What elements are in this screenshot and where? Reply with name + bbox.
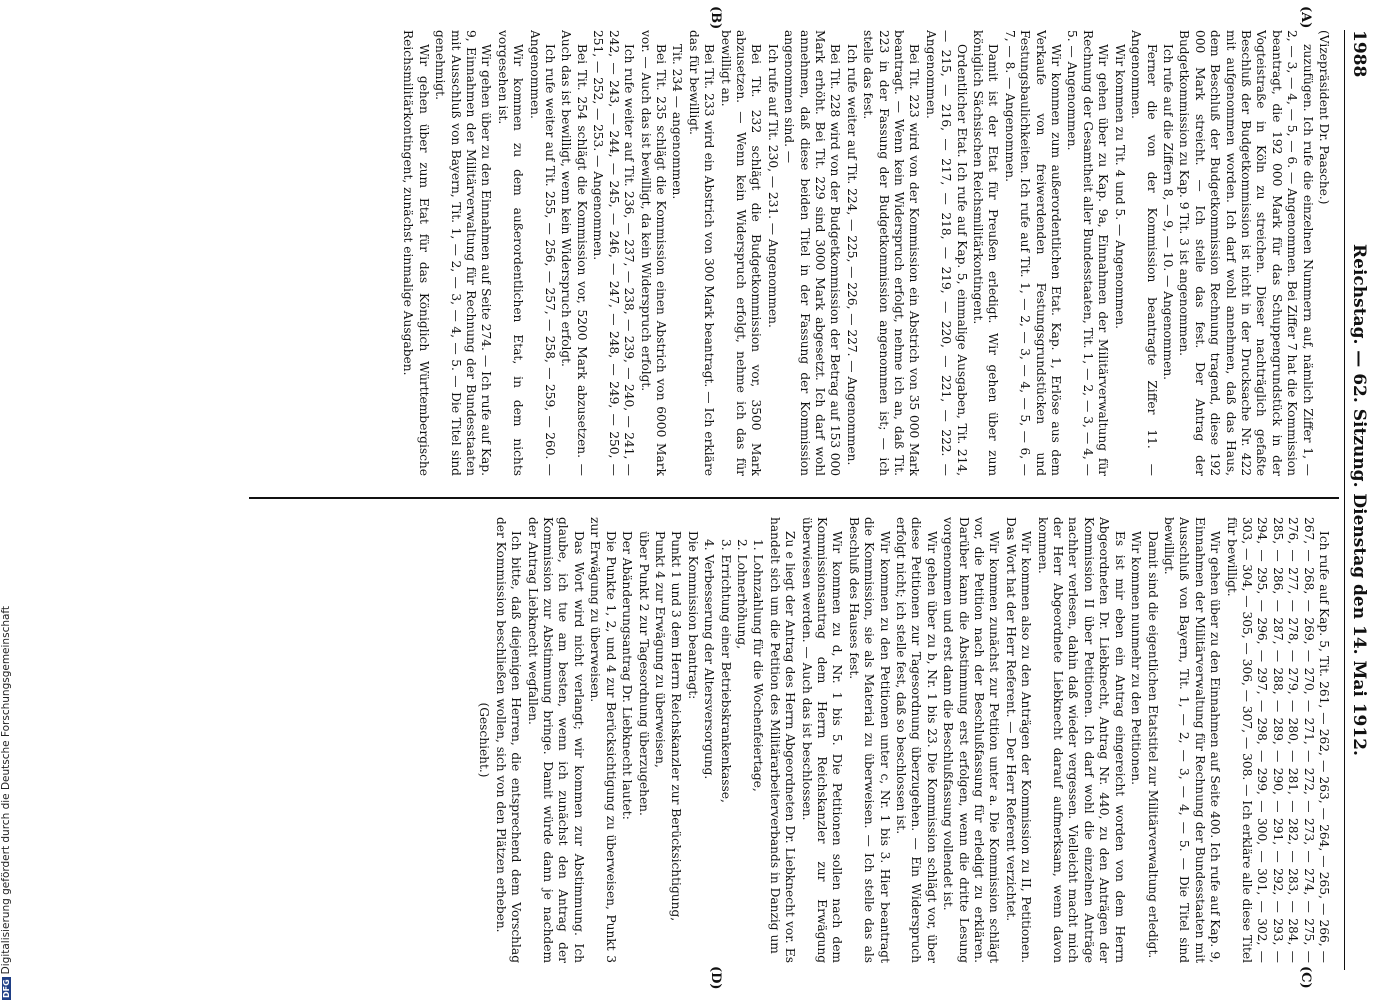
dfg-logo: DFG <box>1 979 11 998</box>
right-column-paragraph: über Punkt 2 zur Tagesordnung überzugehen. <box>636 531 651 816</box>
right-column-paragraph: Punkt 4 zur Erwägung zu überweisen, <box>652 531 667 768</box>
margin-mark-d: (D) <box>708 966 723 990</box>
left-column-paragraph: Wir kommen zum außerordentlichen Etat. Kap. 1, Erlöse aus dem Verkaufe von freiwerdenden Festungsgrundstücken und Festungsbaulichkeiten. Ich rufe auf Tit. 1, — 2, — 3, — 4, — 5, — 6, — 7, — 8. — Angenommen. <box>1002 30 1064 476</box>
right-column-paragraph: Wir kommen nunmehr zu den Petitionen. <box>1129 531 1144 786</box>
left-column-paragraph: Wir gehen über zum Etat für das Königlich Württembergische Reichsmilitärkontingent, zunächst einmalige Ausgaben. <box>401 30 431 476</box>
right-column-paragraph: Die Punkte 1, 2, und 4 zur Berücksichtigung zu überweisen, Punkt 3 zur Erwägung zu überweisen. <box>588 517 618 963</box>
right-column-paragraph: Wir gehen über zu b, Nr. 1 bis 23. Die Kommission schlägt vor, über diese Petitionen zur Tagesordnung überzugehen. — Ein Widerspruch erfolgt nicht; ich stelle fest, daß so beschlossen ist. <box>894 517 939 963</box>
right-column <box>261 517 1331 963</box>
left-column-paragraph: Ich rufe auf die Ziffern 8, — 9, — 10. — Angenommen. <box>1160 44 1175 381</box>
right-column-paragraph: Die Kommission beantragt: <box>685 531 700 700</box>
right-column-paragraph: Damit sind die eigentlichen Etatstitel zur Militärverwaltung erledigt. <box>1145 531 1160 959</box>
left-column-paragraph: Wir gehen über zu Kap. 9a, Einnahmen der Militärverwaltung für Rechnung der Gesamtheit aller Bundesstaaten, Tit. 1, — 2, — 3, — 4, — 5. — Angenommen. <box>1065 30 1111 476</box>
left-column-paragraph: Wir kommen zu dem außerordentlichen Etat, in dem nichts vorgesehen ist. <box>495 30 526 476</box>
left-column-paragraph: Ich rufe weiter auf Tit. 255, — 256, — 257, — 258, — 259, — 260. — Angenommen. <box>527 30 558 476</box>
right-column-paragraph: Es ist mir eben ein Antrag eingereicht worden von dem Herrn Abgeordneten Dr. Liebknecht, Antrag Nr. 440, zu den Anträgen der Kommission II über Petitionen. Ich darf wohl die einzelnen Anträge nachher verlesen, dahin daß wieder vergessen. Vielleicht macht mich der Herr Abgeordnete Liebknecht darauf aufmerksam, wenn davon kommen. <box>1035 517 1127 963</box>
right-column-paragraph: Der Abänderungsantrag Dr. Liebknecht lautet: <box>620 531 635 820</box>
left-column-paragraph: Bei Tit. 228 wird von der Budgetkommission der Betrag auf 153 000 Mark erhöht. Bei Tit. 229 sind 3000 Mark abgesetzt. Ich darf wohl annehmen, daß diese beiden Titel in der Fassung der Kommission angenommen sind. — <box>782 30 843 476</box>
right-column-paragraph: Ich bitte, daß diejenigen Herren, die entsprechend dem Vorschlag der Kommission beschließen wollen, sich von den Plätzen erheben. <box>493 517 524 963</box>
right-column-paragraph: Wir kommen zunächst zur Petition unter a. Die Kommission schlägt vor, die Petition nach der Beschlußfassung für erledigt zu erklären. Darüber kann die Abstimmung erst erfolgen, wenn die dritte Lesung vorgenommen und erst dann die Beschlußfassung vollendet ist. <box>941 517 1002 963</box>
left-column-paragraph: Ich rufe weiter auf Tit. 236, — 237, — 238, — 239, — 240, — 241, — 242, — 243, — 244, — 245, — 246, — 247, — 248, — 249, — 250, — 251, — 252, — 253. — Angenommen. <box>591 30 637 476</box>
left-column-paragraph: Bei Tit. 223 wird von der Kommission ein Abstrich von 35 000 Mark beantragt. — Wenn kein Widerspruch erfolgt, nehme ich an, daß Tit. 223 in der Fassung der Budgetkommission angenommen ist; — ich stelle das fest. <box>861 30 922 476</box>
right-column-paragraph: 1. Lohnzahlung für die Wochenfeiertage, <box>751 539 766 792</box>
page-number: 1988 <box>1349 30 1369 78</box>
right-column-paragraph: 4. Verbesserung der Altersversorgung. <box>702 539 717 780</box>
right-column-paragraph: (Geschieht.) <box>477 702 492 778</box>
right-column-paragraph: 3. Errichtung einer Betriebskrankenkasse, <box>718 539 733 803</box>
left-column-paragraph: Bei Tit. 232 schlägt die Budgetkommission vor, 3500 Mark abzusetzen. — Wenn kein Widerspruch erfolgt, nehme ich das für bewilligt an. <box>718 30 764 476</box>
left-column-paragraph: Bei Tit. 254 schlägt die Kommission vor, 5200 Mark abzusetzen. — Auch das ist bewilligt, wenn kein Widerspruch erfolgt. <box>559 30 589 476</box>
left-column-paragraph: zuzufügen. Ich rufe die einzelnen Nummern auf, nämlich Ziffer 1, — 2, — 3, — 4, — 5, — 6. — Angenommen. Bei Ziffer 7 hat die Kommission beantragt, die 192 000 Mark für das Schuppengrundstück in der Vogteistraße in Köln zu streichen. Dieser nachträglich gefaßte Beschluß der Budgetkommission ist nicht in der Drucksache Nr. 422 mit aufgenommen worden. Ich darf wohl annehmen, daß das Haus, dem Beschluß der Budgetkommission Rechnung tragend, diese 192 000 Mark streicht. — Ich stelle das fest. Der Antrag der Budgetkommission zu Kap. 9 Tit. 3 ist angenommen. <box>1177 30 1315 476</box>
left-column-paragraph: Bei Tit. 235 schlägt die Kommission einen Abstrich von 6000 Mark vor. — Auch das ist bewilligt, da kein Widerspruch erfolgt. <box>638 30 668 476</box>
page-title: Reichstag. — 62. Sitzung. Dienstag den 14. Mai 1912. <box>1349 244 1369 756</box>
right-column-paragraph: Zu e liegt der Antrag des Herrn Abgeordneten Dr. Liebknecht vor. Es handelt sich um die Petition des Militärarbeiterverbands in Danzig um <box>767 517 798 963</box>
right-column-paragraph: Wir kommen zu den Petitionen unter c, Nr. 1 bis 3. Hier beantragt die Kommission, sie als Material zu überweisen. — Ich stelle das als Beschluß des Hauses fest. <box>846 517 892 963</box>
right-column-paragraph: Punkt 1 und 3 dem Herrn Reichskanzler zur Berücksichtigung, <box>669 531 684 922</box>
left-column-paragraph: Ich rufe auf Tit. 230, — 231. — Angenommen. <box>765 44 780 328</box>
digitization-credit <box>0 0 14 1000</box>
left-column <box>261 30 1331 476</box>
right-column-paragraph: Ich rufe auf Kap. 5, Tit. 261, — 262, — 263, — 264, — 265, — 266, — 267, — 268, — 269, — 270, — 271, — 272, — 273, — 274, — 275, — 276, — 277, — 278, — 279, — 280, — 281, — 282, — 283, — 284, — 285, — 286, — 287, — 288, — 289, — 290, — 291, — 292, — 293, — 294, — 295, — 296, — 297, — 298, — 299, — 300, — 301, — 302, — 303, — 304, — 305, — 306, — 307, — 308. — Ich erkläre alle diese Titel für bewilligt. <box>1224 517 1331 963</box>
right-column-paragraph: Wir kommen also zu den Anträgen der Kommission zu II, Petitionen. Das Wort hat der Herr Referent. — Der Herr Referent verzichtet. <box>1003 517 1034 963</box>
margin-mark-c: (C) <box>1298 966 1313 989</box>
right-column-paragraph: Wir gehen über zu den Einnahmen auf Seite 400. Ich rufe auf Kap. 9, Einnahmen der Militärverwaltung für Rechnung der Bundesstaaten mit Ausschluß von Bayern, Tit. 1, — 2, — 3, — 4, — 5. — Die Titel sind bewilligt. <box>1161 517 1223 963</box>
left-column-paragraph: (Vizepräsident Dr. Paasche.) <box>1317 30 1331 205</box>
page-header <box>1344 30 1371 970</box>
left-column-paragraph: Ich rufe weiter auf Tit. 224, — 225, — 226, — 227. — Angenommen. <box>844 44 859 466</box>
left-column-paragraph: Bei Tit. 233 wird ein Abstrich von 300 Mark beantragt. — Ich erkläre das für bewilligt. <box>686 30 717 476</box>
credit-text: Digitalisierung gefördert durch die Deutsche Forschungsgemeinschaft <box>0 605 12 975</box>
left-column-paragraph: Ferner die von der Kommission beantragte Ziffer 11. — Angenommen. <box>1129 30 1159 476</box>
margin-mark-a: (A) <box>1298 6 1313 29</box>
margin-mark-b: (B) <box>708 6 723 30</box>
left-column-paragraph: Wir gehen über zu den Einnahmen auf Seite 274. — Ich rufe auf Kap. 9, Einnahmen der Militärverwaltung für Rechnung der Bundesstaaten mit Ausschluß von Bayern, Tit. 1, — 2, — 3, — 4, — 5. — Die Titel sind genehmigt. <box>433 30 494 476</box>
left-column-paragraph: Damit ist der Etat für Preußen erledigt. Wir gehen über zum königlich Sächsischen Reichsmilitärkontingent. <box>971 30 1001 476</box>
column-divider <box>249 497 1339 499</box>
right-column-paragraph: Wir kommen zu d, Nr. 1 bis 5. Die Petitionen sollen nach dem Kommissionsantrag dem Herrn Reichskanzler zur Erwägung überwiesen werden. — Auch das ist beschlossen. <box>799 517 845 963</box>
left-column-paragraph: Tit. 234 — angenommen. <box>670 44 685 200</box>
left-column-paragraph: Wir kommen zu Tit. 4 und 5. — Angenommen. <box>1112 44 1127 329</box>
right-column-paragraph: Das Wort wird nicht verlangt; wir kommen zur Abstimmung. Ich glaube, ich tue am besten, wenn ich zunächst den Antrag der Kommission zur Abstimmung bringe. Damit würde dann je nachdem der Antrag Liebknecht wegfallen. <box>525 517 586 963</box>
left-column-paragraph: Ordentlicher Etat. Ich rufe auf Kap. 5, einmalige Ausgaben, Tit. 214, — 215, — 216, — 217, — 218, — 219, — 220, — 221, — 222. — Angenommen. <box>923 30 969 476</box>
right-column-paragraph: 2. Lohnerhöhung, <box>734 539 749 650</box>
